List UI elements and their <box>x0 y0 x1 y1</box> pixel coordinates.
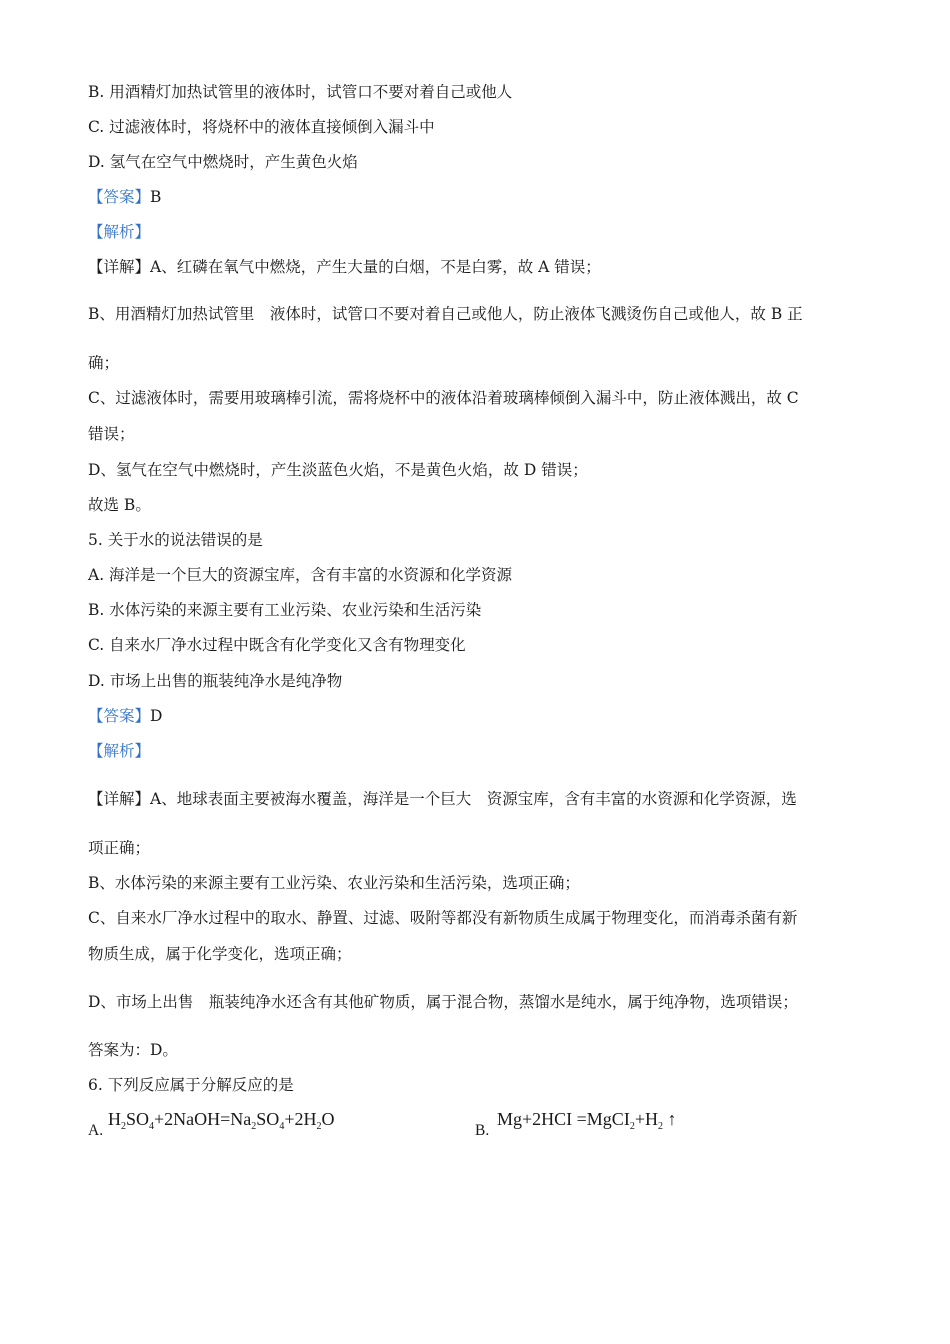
answer-value: B <box>150 188 162 206</box>
answer-tag: 【答案】 <box>88 707 151 725</box>
answer-value: D <box>150 707 163 725</box>
q5-detail-a-line1 <box>88 789 797 809</box>
q5-option-d: D. 市场上出售的瓶装纯净水是纯净物 <box>88 672 343 690</box>
q4-detail-a <box>88 257 601 277</box>
q6-stem: 6. 下列反应属于分解反应的是 <box>88 1076 294 1094</box>
q4-detail-b-line1: B、用酒精灯加热试管里 液体时，试管口不要对着自己或他人，防止液体飞溅烫伤自己或他人，故 B 正 <box>88 305 803 323</box>
q5-analysis-tag: 【解析】 <box>88 742 151 760</box>
detail-text: A、红磷在氧气中燃烧，产生大量的白烟，不是白雾，故 A 错误； <box>150 258 601 276</box>
answer-tag: 【答案】 <box>88 188 151 206</box>
q4-analysis-tag: 【解析】 <box>88 223 151 241</box>
q5-detail-a-line2: 项正确； <box>88 839 151 857</box>
q6-option-a-letter: A. <box>88 1122 104 1139</box>
q5-option-a: A. 海洋是一个巨大的资源宝库，含有丰富的水资源和化学资源 <box>88 566 513 584</box>
q5-detail-c-line2: 物质生成，属于化学变化，选项正确； <box>88 945 352 963</box>
q5-detail-d: D、市场上出售 瓶装纯净水还含有其他矿物质，属于混合物，蒸馏水是纯水，属于纯净物，选项错误； <box>88 993 798 1011</box>
detail-text: A、地球表面主要被海水覆盖，海洋是一个巨大 资源宝库，含有丰富的水资源和化学资源，选 <box>150 790 797 808</box>
q5-answer <box>88 706 162 726</box>
detail-tag: 【详解】 <box>88 790 151 808</box>
q4-detail-c-line2: 错误； <box>88 425 135 443</box>
q5-stem: 5. 关于水的说法错误的是 <box>88 531 263 549</box>
q6-option-b-formula: $Mg+2HCI =MgCI_2+H_2$ ↑ <box>497 1109 677 1132</box>
q5-option-c: C. 自来水厂净水过程中既含有化学变化又含有物理变化 <box>88 636 466 654</box>
q4-option-b: B. 用酒精灯加热试管里的液体时，试管口不要对着自己或他人 <box>88 83 513 101</box>
q4-detail-c-line1: C、过滤液体时，需要用玻璃棒引流，需将烧杯中的液体沿着玻璃棒倾倒入漏斗中，防止液体溅出，故 C <box>88 389 799 407</box>
q4-detail-d: D、氢气在空气中燃烧时，产生淡蓝色火焰，不是黄色火焰，故 D 错误； <box>88 461 588 479</box>
detail-tag: 【详解】 <box>88 258 151 276</box>
q5-detail-c-line1: C、自来水厂净水过程中的取水、静置、过滤、吸附等都没有新物质生成属于物理变化，而消毒杀菌有新 <box>88 909 798 927</box>
q4-option-d: D. 氢气在空气中燃烧时，产生黄色火焰 <box>88 153 358 171</box>
q5-option-b: B. 水体污染的来源主要有工业污染、农业污染和生活污染 <box>88 601 482 619</box>
q4-answer <box>88 187 161 207</box>
q4-detail-b-line2: 确； <box>88 354 120 372</box>
q5-detail-b: B、水体污染的来源主要有工业污染、农业污染和生活污染，选项正确； <box>88 874 580 892</box>
q5-conclusion: 答案为：D。 <box>88 1041 178 1059</box>
q6-option-b-letter: B. <box>475 1122 490 1139</box>
q6-option-a-formula: $H_2SO_4+2NaOH=Na_2SO_4+2H_2O$ <box>108 1109 335 1132</box>
q4-conclusion: 故选 B。 <box>88 496 151 514</box>
q4-option-c: C. 过滤液体时，将烧杯中的液体直接倾倒入漏斗中 <box>88 118 435 136</box>
